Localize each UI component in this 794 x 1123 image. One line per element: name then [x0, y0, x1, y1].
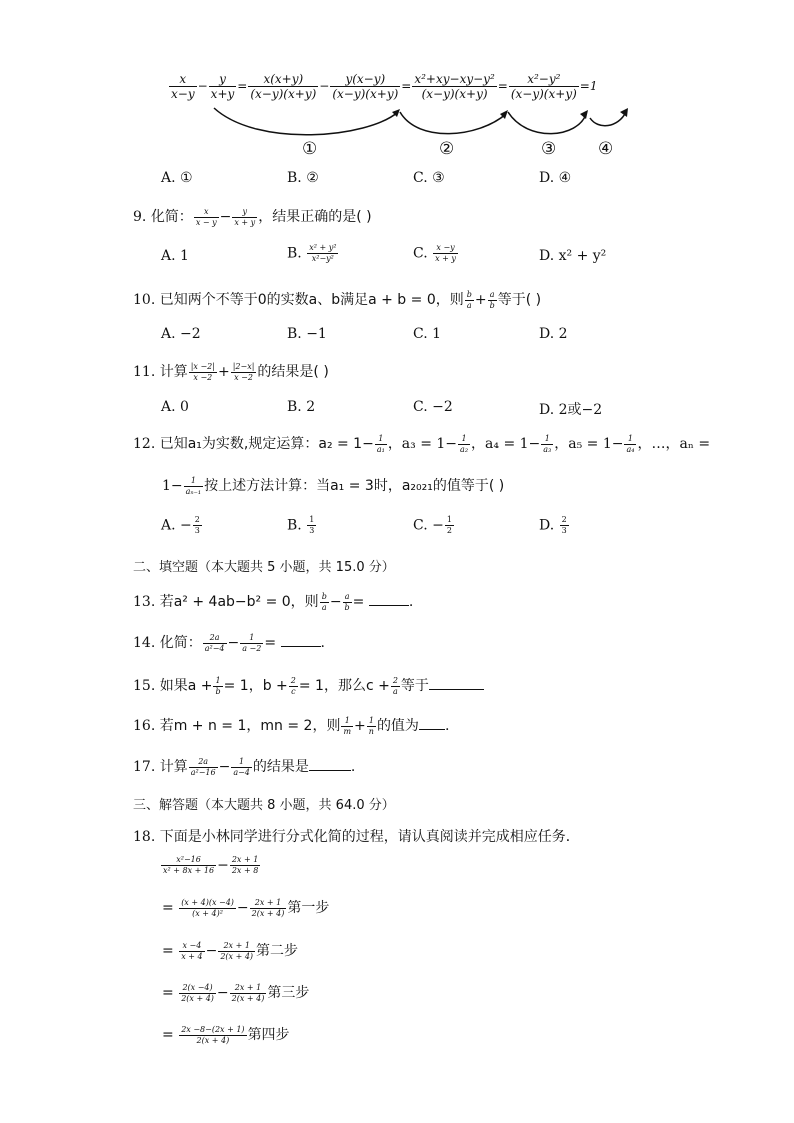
question-18 — [133, 826, 580, 846]
q9-a-den: x − y — [195, 217, 217, 227]
q11-option-a[interactable]: A. 0 — [161, 399, 189, 415]
q13-n1: b — [321, 591, 327, 601]
q18-s4-d1: 2(x + 4) — [196, 1035, 230, 1045]
q16-mid: + — [354, 718, 366, 734]
q10-f2-den: b — [489, 300, 495, 310]
q12-part-3: ，a₅ = 1− — [554, 436, 624, 452]
question-13 — [133, 591, 413, 613]
q18-s2-d2: 2(x + 4) — [220, 951, 254, 961]
q11-f2-den: x −2 — [234, 372, 253, 382]
q8-t4-den: (x−y)(x+y) — [332, 87, 399, 101]
q15-n3: 2 — [392, 675, 398, 685]
q16-number: 16. — [133, 718, 156, 734]
q12-d-num: 2 — [561, 515, 567, 524]
q9-b-num: y — [232, 207, 257, 218]
q9-b-opt-den: x²−y² — [311, 254, 334, 263]
q13-d2: b — [344, 602, 350, 612]
q12-option-b[interactable] — [287, 515, 317, 536]
q15-d1: b — [215, 686, 221, 696]
q13-post: = — [352, 594, 369, 610]
q8-t5-den: (x−y)(x+y) — [421, 87, 488, 101]
q14-d2: a −2 — [242, 643, 262, 653]
q12-b-num: 1 — [309, 515, 315, 524]
question-15 — [133, 675, 484, 697]
q14-post: = — [264, 635, 281, 651]
q10-number: 10. — [133, 292, 156, 308]
q8-t3-den: (x−y)(x+y) — [250, 87, 317, 101]
q9-c-label: C. — [413, 245, 428, 262]
q8-t6-num: x²−y² — [509, 72, 579, 87]
q9-text-pre: 化简： — [150, 209, 193, 225]
q9-b-opt-num: x² + y² — [309, 243, 337, 252]
q8-option-b[interactable]: B. ② — [287, 170, 319, 186]
q18-e0-n2: 2x + 1 — [231, 855, 259, 864]
q17-n1: 2a — [189, 757, 218, 768]
q18-s1-label: 第一步 — [287, 900, 330, 916]
q16-d2: n — [368, 726, 374, 736]
q18-s1-n2: 2x + 1 — [250, 898, 287, 909]
q12-den-4: a₄ — [626, 444, 635, 454]
q12-b-label: B. — [287, 517, 302, 534]
q14-d1: a²−4 — [204, 643, 225, 653]
q12-part-1: ，a₃ = 1− — [387, 436, 458, 452]
q8-option-a[interactable]: A. ① — [161, 170, 193, 186]
q12-part-2: ，a₄ = 1− — [471, 436, 541, 452]
q12-a-den: 3 — [194, 526, 200, 535]
q12-line2-pre: 1− — [162, 478, 183, 494]
q18-s4-label: 第四步 — [247, 1027, 290, 1043]
q9-text-post: ，结果正确的是( ) — [258, 209, 372, 225]
q10-f1-den: a — [466, 300, 472, 310]
q12-option-a[interactable] — [161, 515, 203, 536]
q18-s3-d2: 2(x + 4) — [231, 993, 265, 1003]
q12-d-label: D. — [539, 517, 555, 534]
q10-option-a[interactable]: A. −2 — [161, 326, 201, 342]
q18-s3-n2: 2x + 1 — [230, 983, 267, 994]
q18-s2-label: 第二步 — [256, 943, 299, 959]
q9-b-den: x + y — [234, 217, 256, 227]
q17-post: 的结果是 — [252, 759, 309, 775]
q8-formula: $\frac{x}{x-y}$ − $\frac{y}{x+y}$ = $\frac{x(x+y)}{(x-y)(x+y)}$ − $\frac{y(x-y)}{(x-y)(x+y)}$ = $\frac{\text{x²+xy−xy−y²}}{(x-y)(x+y)}$ = $\frac{\text{x²−y²}}{(x-y)(x+y)}$ =1 — [168, 68, 638, 148]
q13-text: 若a² + 4ab−b² = 0，则 — [159, 594, 319, 610]
q8-t5-num: x²+xy−xy−y² — [414, 72, 495, 86]
q9-c-opt-den: x + y — [435, 254, 456, 263]
q12-den-1: a₁ — [376, 444, 385, 454]
q18-s2-d1: x + 4 — [181, 951, 203, 961]
q8-step-label-1: ① — [302, 139, 318, 159]
q9-option-c[interactable] — [413, 243, 459, 264]
q13-d1: a — [321, 602, 327, 612]
q12-den-3: a₃ — [543, 444, 552, 454]
q10-option-b[interactable]: B. −1 — [287, 326, 327, 342]
q16-answer-blank[interactable] — [419, 717, 445, 730]
q18-s3-n1: 2(x −4) — [179, 983, 216, 994]
q15-n2: 2 — [290, 675, 296, 685]
q18-step3: = $\frac{2(x -4)}{2(x + 4)}$ − $\frac{2x + 1}{2(x + 4)}$ 第三步 — [162, 982, 310, 1003]
question-12-line1: 12. 已知a₁为实数,规定运算：a₂ = 1− $\frac{1}{\text{a₁}}$ ，a₃ = 1− $\frac{1}{\text{a₂}}$ ，a₄ = 1− $\frac{1}{\text{a₃}}$ ，a₅ = 1− $\frac{1}{\text{a₄}}$ ，…，aₙ = — [133, 433, 711, 454]
q8-step-label-3: ③ — [541, 139, 557, 159]
q8-option-d[interactable]: D. ④ — [539, 170, 572, 186]
q8-t1-num: x — [169, 72, 197, 87]
question-12-line2: 1− $\frac{1}{\text{aₙ₋₁}}$ 按上述方法计算：当a₁ = 3时，a₂₀₂₁的值等于( ) — [162, 475, 505, 496]
q9-option-b[interactable] — [287, 243, 339, 264]
q18-text: 下面是小林同学进行分式化简的过程，请认真阅读并完成相应任务． — [159, 829, 580, 845]
q9-option-a[interactable]: A. 1 — [161, 248, 189, 264]
q8-t6-den: (x−y)(x+y) — [510, 87, 577, 101]
q11-text-post: 的结果是( ) — [257, 364, 329, 380]
q16-n2: 1 — [367, 716, 376, 727]
q8-t2-num: y — [209, 72, 237, 87]
q15-d2: c — [291, 686, 296, 696]
q16-end: . — [444, 718, 450, 734]
q11-f2-num: |2−x| — [232, 361, 255, 371]
q12-option-c[interactable] — [413, 515, 455, 536]
q12-part-4: ，…，aₙ = — [637, 436, 711, 452]
q8-step-label-4: ④ — [598, 139, 614, 159]
q13-number: 13. — [133, 594, 156, 610]
q15-mid: = 1，b + — [223, 678, 288, 694]
q13-answer-blank[interactable] — [369, 593, 409, 606]
q12-d-den: 3 — [561, 526, 567, 535]
section-2-heading: 二、填空题（本大题共 5 小题，共 15.0 分） — [133, 560, 395, 575]
q11-option-c[interactable]: C. −2 — [413, 399, 453, 415]
q17-number: 17. — [133, 759, 156, 775]
question-9: 9. 化简： $\frac{x}{x - y}$ − $\frac{y}{x + y}$ ，结果正确的是( ) — [133, 206, 372, 227]
q14-mid: − — [227, 635, 240, 651]
q18-expr0: $\frac{\text{x²−16}}{\text{x² + 8x + 16}}$ − $\frac{2x + 1}{2x + 8}$ — [163, 855, 259, 875]
q16-post: 的值为 — [376, 718, 419, 734]
q14-number: 14. — [133, 635, 156, 651]
q18-s3-label: 第三步 — [267, 985, 310, 1001]
q14-text: 化简： — [159, 635, 202, 651]
question-11: 11. 计算 $\frac{|x -2|}{x -2}$ + $\frac{|2-x|}{x -2}$ 的结果是( ) — [133, 361, 329, 382]
q14-end: . — [320, 635, 325, 651]
q10-text: 已知两个不等于0的实数a、b满足a + b = 0，则 — [159, 292, 464, 308]
q16-n1: 1 — [341, 716, 353, 727]
q17-end: . — [350, 759, 356, 775]
q10-option-c[interactable]: C. 1 — [413, 326, 442, 342]
q18-e0-d1: x² + 8x + 16 — [163, 866, 215, 875]
q15-d3: a — [392, 686, 398, 696]
q17-mid: − — [218, 759, 231, 775]
q10-f2-num: a — [488, 290, 497, 301]
q8-step-label-2: ② — [439, 139, 455, 159]
q12-line1: 已知a₁为实数,规定运算：a₂ = 1− — [159, 436, 374, 452]
q12-c-den: 2 — [446, 526, 452, 535]
q18-s2-n2: 2x + 1 — [218, 941, 255, 952]
q11-option-b[interactable]: B. 2 — [287, 399, 316, 415]
q11-f1-num: |x −2| — [190, 361, 215, 371]
q9-option-d[interactable]: D. x² + y² — [539, 248, 607, 264]
q12-c-label: C. − — [413, 517, 444, 534]
q18-step2: = $\frac{x -4}{x + 4}$ − $\frac{2x + 1}{2(x + 4)}$ 第二步 — [162, 940, 299, 961]
q18-s4-n1: 2x −8−(2x + 1) — [181, 1024, 245, 1034]
q15-answer-blank[interactable] — [429, 677, 484, 690]
q10-text-post: 等于( ) — [497, 292, 542, 308]
q8-t2-den: x+y — [210, 87, 235, 101]
q18-e0-n1: x²−16 — [161, 855, 216, 866]
q17-d2: a−4 — [233, 767, 250, 777]
q18-step1: = $\frac{(x + 4)(x -4)}{\text{(x + 4)²}}$ − $\frac{2x + 1}{2(x + 4)}$ 第一步 — [162, 897, 330, 918]
q13-mid: − — [329, 594, 342, 610]
q8-t3-num: x(x+y) — [248, 72, 318, 87]
q13-end: . — [408, 594, 414, 610]
q17-text: 计算 — [159, 759, 188, 775]
q9-b-label: B. — [287, 245, 302, 262]
q10-option-d[interactable]: D. 2 — [539, 326, 568, 342]
q12-line2-post: 按上述方法计算：当a₁ = 3时，a₂₀₂₁的值等于( ) — [204, 478, 505, 494]
q18-s1-d1: (x + 4)² — [192, 908, 223, 918]
q10-f1-num: b — [466, 289, 472, 299]
q18-number: 18. — [133, 829, 156, 845]
q14-n2: 1 — [240, 633, 263, 644]
q11-option-d[interactable]: D. 2或−2 — [539, 402, 603, 418]
q17-answer-blank[interactable] — [309, 758, 351, 771]
q8-result: =1 — [579, 79, 598, 93]
q15-post: 等于 — [400, 678, 429, 694]
q18-s2-n1: x −4 — [179, 941, 204, 952]
q18-step4: = $\frac{2x -8-(2x + 1)}{2(x + 4)}$ 第四步 — [162, 1024, 290, 1045]
q14-n1: 2a — [203, 633, 227, 644]
section-3-heading: 三、解答题（本大题共 8 小题，共 64.0 分） — [133, 798, 395, 813]
q14-answer-blank[interactable] — [281, 634, 321, 647]
q18-s1-n1: (x + 4)(x −4) — [181, 897, 234, 907]
q8-t1-den: x−y — [171, 87, 195, 101]
q9-c-opt-num: x −y — [433, 243, 458, 254]
q17-n2: 1 — [231, 757, 252, 768]
q12-b-den: 3 — [309, 526, 315, 535]
q15-n1: 1 — [213, 676, 222, 687]
q16-text: 若m + n = 1，mn = 2，则 — [159, 718, 341, 734]
q16-d1: m — [343, 726, 352, 736]
q11-f1-den: x −2 — [193, 372, 213, 382]
question-10: 10. 已知两个不等于0的实数a、b满足a + b = 0，则 $\frac{b}{a}$ + $\frac{a}{b}$ 等于( ) — [133, 289, 542, 310]
q12-option-d[interactable] — [539, 515, 570, 536]
q15-mid2: = 1，那么c + — [298, 678, 390, 694]
q8-option-c[interactable]: C. ③ — [413, 170, 445, 186]
q12-c-num: 1 — [446, 515, 452, 524]
q15-text: 如果a + — [159, 678, 213, 694]
q12-line2-den: aₙ₋₁ — [185, 486, 202, 496]
q9-number: 9. — [133, 209, 147, 225]
q9-a-num: x — [194, 207, 219, 218]
question-16 — [133, 715, 449, 737]
q12-a-label: A. − — [161, 517, 192, 534]
q12-a-num: 2 — [194, 515, 200, 524]
q11-number: 11. — [133, 364, 156, 380]
q12-den-2: a₂ — [460, 444, 469, 454]
q18-e0-d2: 2x + 8 — [231, 866, 259, 875]
q13-n2: a — [343, 592, 352, 603]
q18-s3-d1: 2(x + 4) — [181, 993, 214, 1003]
q15-number: 15. — [133, 678, 156, 694]
q8-t4-num: y(x−y) — [330, 72, 400, 87]
q12-number: 12. — [133, 436, 156, 452]
q18-s1-d2: 2(x + 4) — [251, 908, 285, 918]
question-14 — [133, 632, 325, 654]
q17-d1: a²−16 — [190, 767, 216, 777]
q11-text-pre: 计算 — [159, 364, 188, 380]
question-17 — [133, 756, 355, 778]
